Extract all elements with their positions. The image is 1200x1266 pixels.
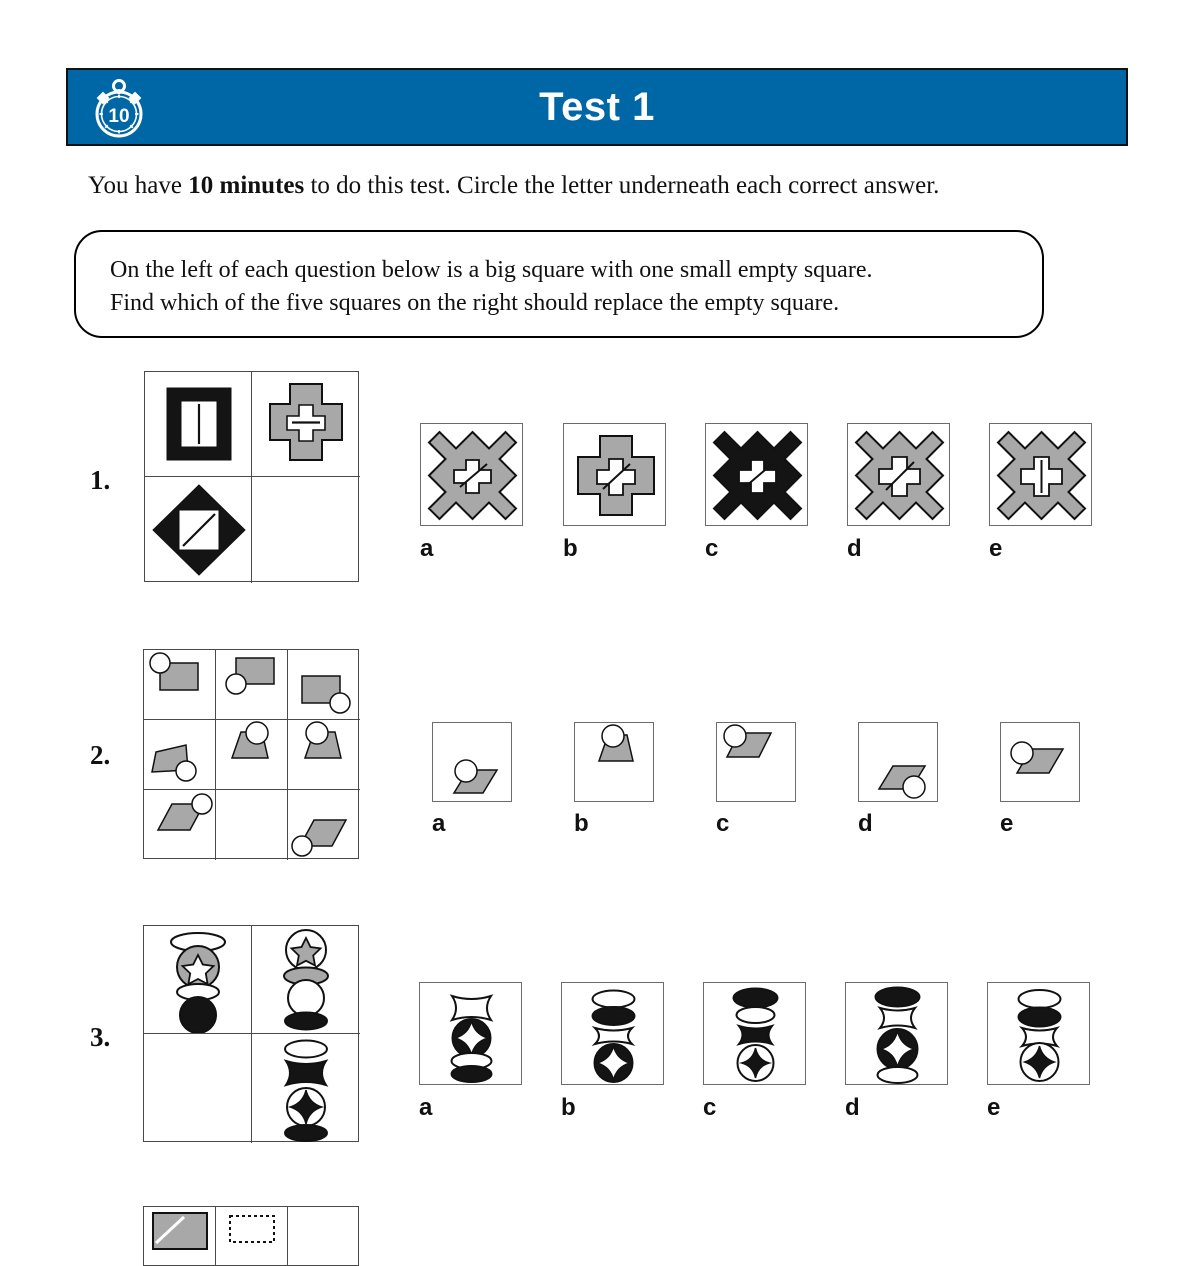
question-3-matrix: [143, 925, 359, 1142]
matrix-cell-2-0-1: [216, 650, 288, 720]
test-header-banner: [66, 68, 1128, 146]
matrix-cell-2-1-2: [288, 720, 360, 790]
page-title: Test 1: [539, 84, 655, 129]
matrix-cell-2-1-0: [144, 720, 216, 790]
matrix-cell-3-1-1: [252, 1034, 360, 1143]
matrix-cell-1-1-0: [145, 477, 252, 583]
matrix-cell-1-0-0: [145, 372, 252, 477]
matrix-cell-1-0-1: [252, 372, 360, 477]
matrix-cell-3-1-0-empty: [144, 1034, 252, 1143]
intro-before: You have: [88, 172, 189, 199]
matrix-cell-4-0-2-empty: [288, 1207, 359, 1266]
matrix-cell-4-0-1: [216, 1207, 288, 1266]
instruction-line-2: Find which of the five squares on the right should replace the empty square.: [110, 290, 840, 316]
intro-duration: 10 minutes: [188, 172, 305, 199]
matrix-cell-2-2-1-empty: [216, 790, 288, 860]
timer-badge-value: 10: [108, 106, 130, 127]
question-number-3: 3.: [90, 1022, 111, 1052]
instruction-box: [74, 230, 1044, 338]
matrix-cell-2-0-0: [144, 650, 216, 720]
question-2-matrix: [143, 649, 359, 859]
matrix-cell-3-0-0: [144, 926, 252, 1034]
matrix-cell-1-1-1-empty: [252, 477, 360, 583]
matrix-cell-2-2-0: [144, 790, 216, 860]
matrix-cell-2-0-2: [288, 650, 360, 720]
matrix-cell-2-1-1: [216, 720, 288, 790]
intro-instruction: [88, 172, 1128, 200]
instruction-line-1: On the left of each question below is a big square with one small empty square.: [110, 257, 873, 283]
matrix-cell-4-0-0: [144, 1207, 216, 1266]
question-number-2: 2.: [90, 740, 111, 770]
matrix-cell-2-2-2: [288, 790, 360, 860]
matrix-cell-3-0-1: [252, 926, 360, 1034]
question-1-matrix: [144, 371, 359, 582]
worksheet-page: 10 Test 1 You have 10 minutes to do this test. Circle the letter underneath each correct answer. On the left of each question below is a big square with one small empty square. Find which of the five squares on the right should replace the empty square. 1. a b c d e 2. a b c d e 3. a b c d e: [0, 0, 1200, 1225]
question-number-1: 1.: [90, 465, 111, 495]
question-4-matrix: [143, 1206, 359, 1266]
intro-after: to do this test. Circle the letter underneath each correct answer.: [304, 172, 940, 199]
